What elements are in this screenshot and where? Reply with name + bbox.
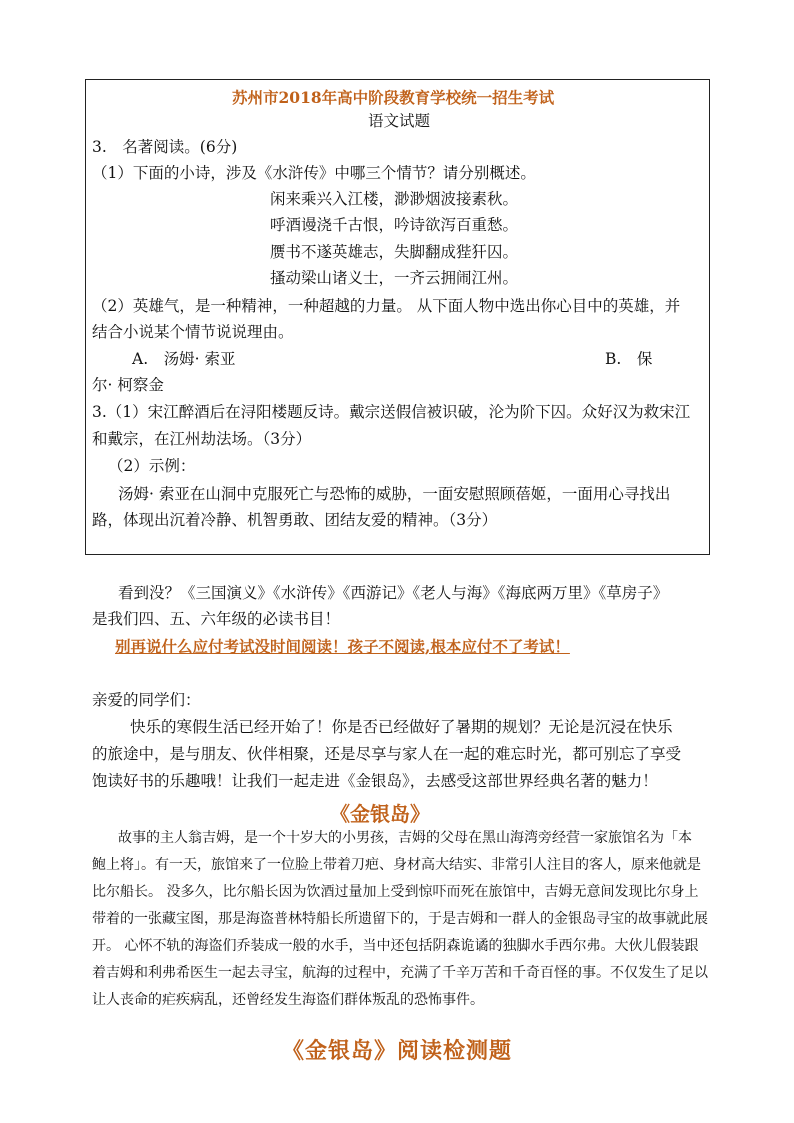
answer-2-line: 汤姆· 索亚在山洞中克服死亡与恐怖的威胁，一面安慰照顾蓓姬，一面用心寻找出 xyxy=(118,485,671,503)
poem-line: 赝书不遂英雄志，失脚翻成狴犴囚。 xyxy=(270,243,519,261)
question-2-line: （2）英雄气，是一种精神，一种超越的力量。 从下面人物中选出你心目中的英雄，并 xyxy=(92,297,681,315)
story-line: 开。 心怀不轨的海盗们乔装成一般的水手，当中还包括阴森诡谲的独脚水手西尔弗。大伙儿假装跟 xyxy=(92,938,699,954)
option-b: B. 保 xyxy=(605,350,653,368)
story-line: 故事的主人翁吉姆，是一个十岁大的小男孩，吉姆的父母在黑山海湾旁经营一家旅馆名为「本 xyxy=(118,830,692,846)
question-1: （1）下面的小诗，涉及《水浒传》中哪三个情节？请分别概述。 xyxy=(92,164,536,182)
story-line: 鲍上将」。有一天，旅馆来了一位脸上带着刀疤、身材高大结实、非常引人注目的客人，原来他就是 xyxy=(92,857,701,873)
test-title: 《金银岛》阅读检测题 xyxy=(282,1038,513,1064)
story-line: 让人丧命的疟疾病乱，还曾经发生海盗们群体叛乱的恐怖事件。 xyxy=(92,992,484,1008)
question-header: 3. 名著阅读。(6分) xyxy=(92,138,238,156)
intro-paragraph-line: 饱读好书的乐趣哦！让我们一起走进《金银岛》，去感受这部世界经典名著的魅力！ xyxy=(92,772,658,790)
answer-2-line: 路，体现出沉着冷静、机智勇敢、团结友爱的精神。（3分） xyxy=(92,511,498,529)
option-a: A. 汤姆· 索亚 xyxy=(132,350,236,368)
slogan: 别再说什么应付考试没时间阅读！孩子不阅读,根本应付不了考试！ xyxy=(115,637,570,656)
answer-2-label: （2）示例： xyxy=(108,457,196,475)
question-2-line: 结合小说某个情节说说理由。 xyxy=(92,323,294,341)
poem-line: 闲来乘兴入江楼，渺渺烟波接素秋。 xyxy=(270,190,519,208)
book-title: 《金银岛》 xyxy=(330,802,430,826)
exam-subtitle: 语文试题 xyxy=(368,112,431,130)
story-line: 比尔船长。 没多久，比尔船长因为饮酒过量加上受到惊吓而死在旅馆中，吉姆无意间发现比尔身上 xyxy=(92,884,699,900)
intro-line: 是我们四、五、六年级的必读书目！ xyxy=(92,610,341,628)
exam-title: 苏州市2018年高中阶段教育学校统一招生考试 xyxy=(232,88,555,107)
intro-paragraph-line: 快乐的寒假生活已经开始了！你是否已经做好了暑期的规划？无论是沉浸在快乐 xyxy=(130,718,673,736)
poem-line: 呼酒谩浇千古恨，吟诗欲泻百重愁。 xyxy=(270,216,519,234)
story-line: 带着的一张藏宝图，那是海盗普林特船长所遗留下的，于是吉姆和一群人的金银岛寻宝的故事就此展 xyxy=(92,911,708,927)
answer-1-line: 3.（1）宋江醉酒后在浔阳楼题反诗。戴宗送假信被识破，沦为阶下囚。众好汉为救宋江 xyxy=(92,403,691,421)
poem-line: 搔动梁山诸义士，一齐云拥闹江州。 xyxy=(270,269,519,287)
story-line: 着吉姆和利弗希医生一起去寻宝，航海的过程中，充满了千辛万苦和千奇百怪的事。不仅发生了足以 xyxy=(92,965,708,981)
intro-line: 看到没？《三国演义》《水浒传》《西游记》《老人与海》《海底两万里》《草房子》 xyxy=(118,584,669,602)
greeting: 亲爱的同学们： xyxy=(92,691,201,709)
intro-paragraph-line: 的旅途中，是与朋友、伙伴相聚，还是尽享与家人在一起的难忘时光，都可别忘了享受 xyxy=(92,745,682,763)
option-b-continued: 尔· 柯察金 xyxy=(92,376,164,394)
answer-1-line: 和戴宗，在江州劫法场。（3分） xyxy=(92,430,312,448)
